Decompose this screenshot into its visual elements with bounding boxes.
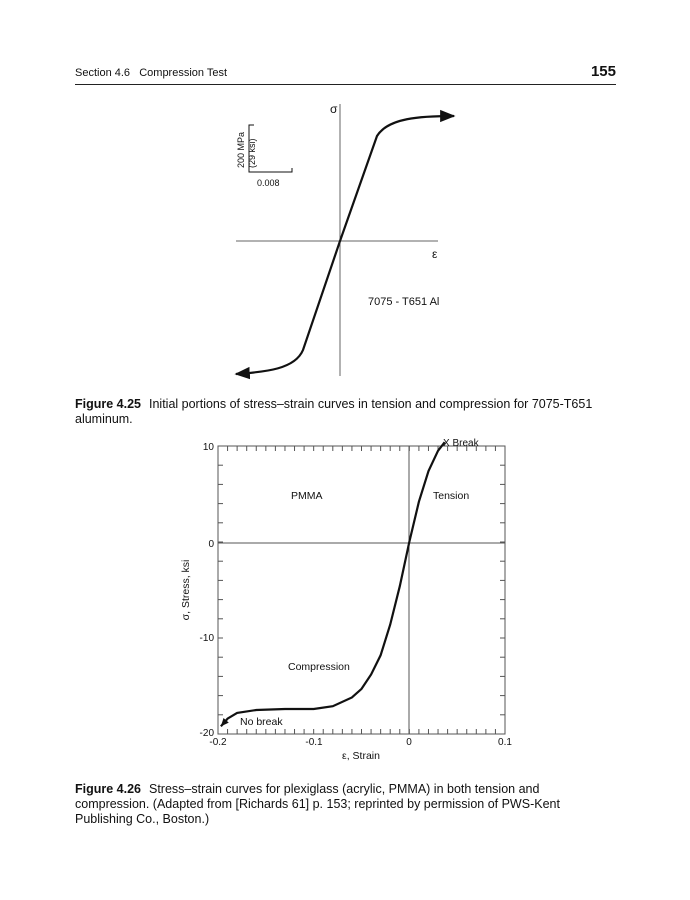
caption-text: Stress–strain curves for plexiglass (acrylic, PMMA) in both tension and compression. (Adapted from [Richards 61] p. 153; reprinted by permission of PWS-Kent Publishing Co., Boston.) — [75, 782, 560, 826]
compression-label: Compression — [288, 661, 350, 673]
x-tick-label: -0.1 — [305, 737, 323, 748]
y-axis-label: σ, Stress, ksi — [180, 559, 192, 621]
page-number: 155 — [590, 63, 616, 80]
epsilon-label: ε — [432, 247, 438, 261]
y-tick-label: 0 — [208, 539, 214, 550]
scale-stress-mpa: 200 MPa — [236, 131, 246, 168]
caption-label: Figure 4.26 — [75, 782, 141, 796]
scale-stress-ksi: (29 ksi) — [247, 138, 257, 168]
x-tick-label: -0.2 — [209, 737, 227, 748]
material-label: 7075 - T651 Al — [368, 296, 440, 308]
y-tick-label: -20 — [199, 728, 214, 739]
pmma-label: PMMA — [291, 490, 323, 502]
x-tick-label: 0.1 — [498, 737, 512, 748]
x-axis-label: ε, Strain — [342, 750, 380, 762]
section-title: Compression Test — [139, 67, 228, 79]
caption-label: Figure 4.25 — [75, 397, 141, 411]
x-tick-label: 0 — [406, 737, 412, 748]
y-tick-label: 10 — [202, 442, 214, 453]
figure-4-26-caption — [75, 782, 615, 827]
tension-label: Tension — [433, 490, 470, 502]
pmma-stress-strain-curve — [221, 442, 445, 726]
break-label: X Break — [443, 438, 479, 449]
caption-text: Initial portions of stress–strain curves in tension and compression for 7075-T651 aluminum. — [75, 397, 593, 426]
sigma-label: σ — [330, 102, 338, 116]
no-break-label: No break — [240, 716, 283, 728]
scale-strain: 0.008 — [257, 178, 280, 188]
section-number: Section 4.6 — [75, 67, 131, 79]
y-tick-label: -10 — [199, 633, 214, 644]
